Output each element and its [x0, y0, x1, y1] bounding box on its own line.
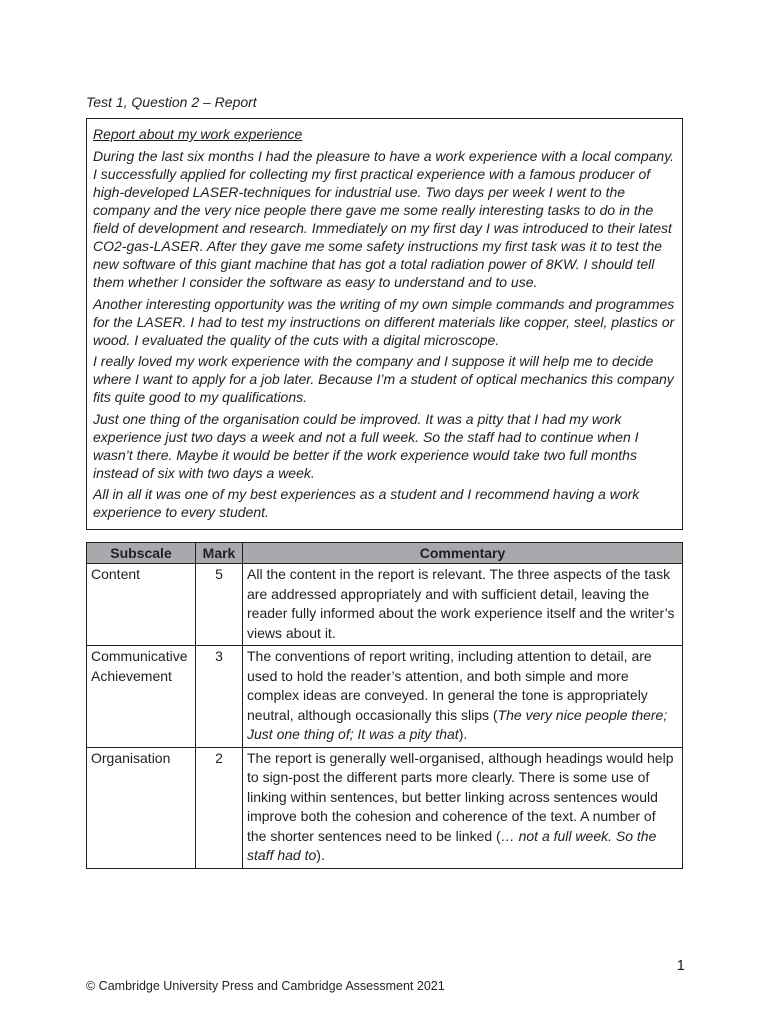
commentary-text: The report is generally well-organised, although headings would help to sign-post the different parts more clearly. There is some use of linking within sentences, but better linking across sentences would improve both the cohesion and coherence of the text. A number of the shorter sentences need to be linked ( — [247, 749, 674, 844]
header-commentary: Commentary — [243, 543, 683, 564]
subscale-cell: Organisation — [87, 747, 196, 868]
copyright-footer: © Cambridge University Press and Cambridge Assessment 2021 — [86, 979, 445, 993]
commentary-end: ). — [316, 847, 325, 863]
page-number: 1 — [676, 957, 685, 974]
table-row — [87, 564, 683, 646]
report-paragraph: I really loved my work experience with the company and I suppose it will help me to decide where I want to apply for a job later. Because I’m a student of optical mechanics this company fits quite good to my qualifications. — [93, 353, 674, 406]
table-row — [87, 747, 683, 868]
mark-cell: 3 — [196, 646, 243, 748]
subscale-cell: Content — [87, 564, 196, 646]
report-title: Report about my work experience — [93, 126, 303, 142]
commentary-cell — [243, 747, 683, 868]
table-header-row — [87, 543, 683, 564]
commentary-cell — [243, 646, 683, 748]
table-row — [87, 646, 683, 748]
mark-cell: 2 — [196, 747, 243, 868]
report-paragraph: During the last six months I had the pleasure to have a work experience with a local company. I successfully applied for collecting my first practical experience with a famous producer of high-developed LASER-techniques for industrial use. Two days per week I went to the company and the very nice people there gave me some really interesting tasks to do in the field of development and research. Immediately on my first day I was introduced to their latest CO2-gas-LASER. After they gave me some safety instructions my first task was it to test the new software of this giant machine that has got a total radiation power of 8KW. I should tell them whether I consider the software as easy to understand and to use. — [93, 148, 675, 290]
commentary-quote: The very nice people there; Just one thing of; It was a pity that — [247, 706, 668, 742]
header-subscale: Subscale — [87, 543, 196, 564]
mark-cell: 5 — [196, 564, 243, 646]
report-paragraph: All in all it was one of my best experiences as a student and I recommend having a work experience to every student. — [93, 486, 640, 521]
commentary-text: The conventions of report writing, including attention to detail, are used to hold the reader’s attention, and both simple and more complex ideas are conveyed. In general the tone is appropriately neutral, although occasionally this slips ( — [247, 648, 652, 723]
header-mark: Mark — [196, 543, 243, 564]
subscale-cell: Communicative Achievement — [87, 646, 196, 748]
assessment-table — [86, 542, 683, 869]
commentary-quote: … not a full week. So the staff had to — [247, 827, 657, 863]
report-paragraph: Just one thing of the organisation could be improved. It was a pitty that I had my work experience just two days a week and not a full week. So the staff had to continue when I wasn’t there. Maybe it would be better if the work experience would take two full months instead of six with two days a week. — [93, 410, 639, 481]
commentary-end: ). — [458, 726, 468, 742]
question-heading: Test 1, Question 2 – Report — [86, 94, 257, 110]
report-paragraph: Another interesting opportunity was the writing of my own simple commands and programmes for the LASER. I had to test my instructions on different materials like copper, steel, plastics or wood. I evaluated the quality of the cuts with a digital microscope. — [93, 295, 675, 348]
report-box — [86, 118, 683, 530]
commentary-cell: All the content in the report is relevant. The three aspects of the task are addressed appropriately and with sufficient detail, leaving the reader fully informed about the work experience itself and the writer’s views about it. — [243, 564, 683, 646]
